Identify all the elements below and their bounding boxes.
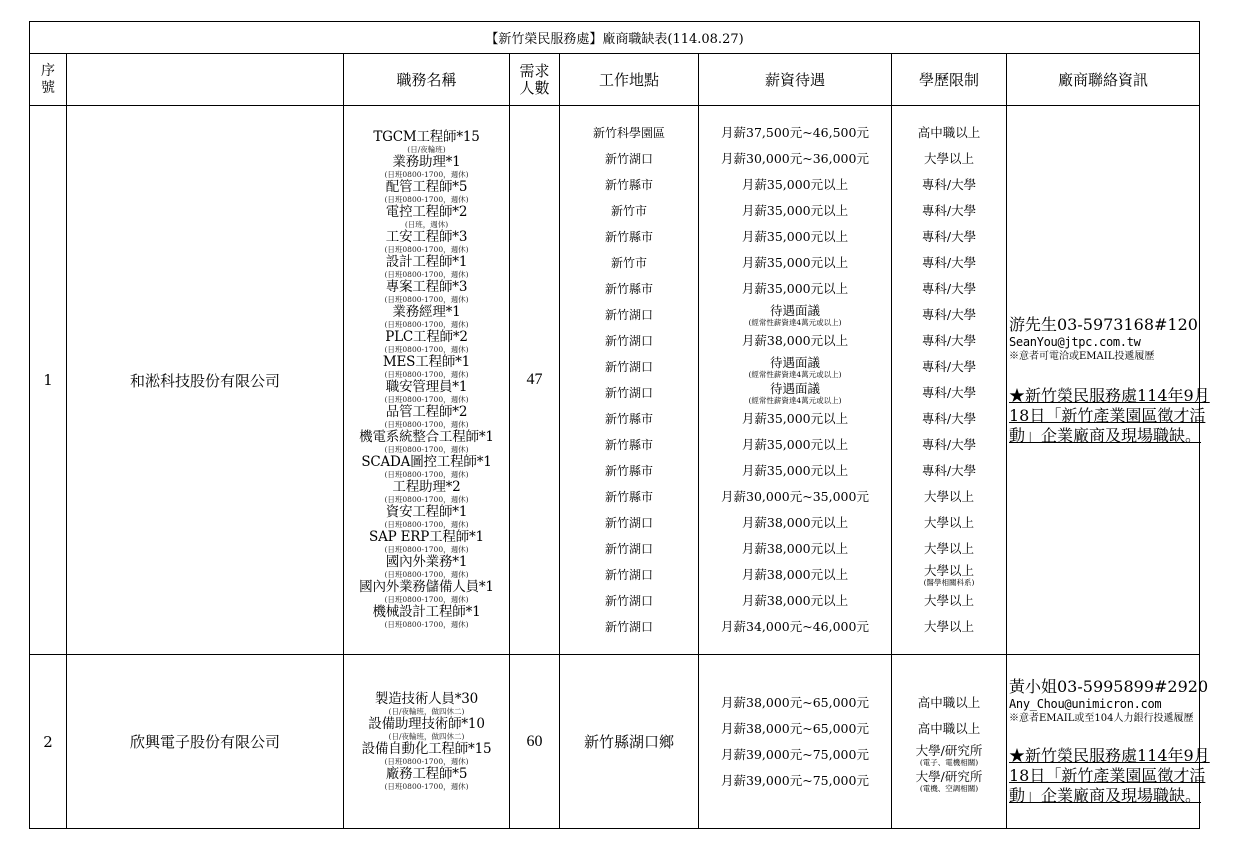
job-shift: (日班0800-1700，週休) [384, 245, 469, 254]
location-item: 新竹湖口 [604, 360, 653, 374]
salary-list [699, 655, 892, 829]
salary-item: 月薪35,000元以上 [741, 229, 849, 244]
education-note: (電機、空調相關) [919, 783, 979, 793]
job-title: 資安工程師*1 [385, 504, 468, 520]
location-item: 新竹湖口 [604, 568, 653, 582]
job-item [384, 230, 468, 255]
salary-item: 月薪34,000元~46,000元 [721, 619, 869, 634]
education-item: 專科/大學 [921, 359, 977, 374]
job-shift: (日班0800-1700，週休) [384, 395, 469, 404]
salary-item: 月薪35,000元以上 [741, 463, 849, 478]
job-shift: (日班0800-1700，週休) [384, 170, 469, 179]
job-item [372, 605, 480, 630]
job-title: 國內外業務儲備人員*1 [359, 579, 494, 595]
job-shift: (日/夜輪班) [407, 145, 446, 154]
education-list [892, 106, 1007, 655]
job-title: 配管工程師*5 [385, 179, 468, 195]
salary-item: 月薪38,000元以上 [741, 333, 849, 348]
job-shift: (日班0800-1700，週休) [384, 570, 469, 579]
job-list [344, 106, 510, 655]
job-title: 機械設計工程師*1 [372, 604, 481, 620]
job-item [384, 280, 468, 305]
education-item: 大學以上 [923, 541, 974, 556]
headcount: 60 [510, 655, 560, 829]
location-item: 新竹縣市 [604, 438, 653, 452]
salary-item: 月薪35,000元以上 [741, 281, 849, 296]
salary-item: 月薪30,000元~36,000元 [721, 151, 869, 166]
education-item: 專科/大學 [921, 463, 977, 478]
job-title: PLC工程師*2 [385, 329, 468, 345]
salary-item [748, 380, 841, 406]
job-shift: (日班0800-1700，週休) [384, 295, 469, 304]
job-title: 電控工程師*2 [385, 204, 468, 220]
job-title: TGCM工程師*15 [373, 129, 480, 145]
header-location: 工作地點 [560, 54, 699, 106]
job-item [384, 555, 468, 580]
job-shift: (日班0800-1700，週休) [384, 420, 469, 429]
job-shift: (日班0800-1700，週休) [384, 495, 469, 504]
salary-item: 月薪35,000元以上 [741, 177, 849, 192]
job-item [373, 130, 479, 155]
education-item: 大學以上 [923, 489, 974, 504]
education-item: 專科/大學 [921, 177, 977, 192]
headcount: 47 [510, 106, 560, 655]
location-item: 新竹湖口 [604, 308, 653, 322]
education-item: 專科/大學 [921, 229, 977, 244]
job-item [384, 767, 468, 792]
job-shift: (日班，週休) [404, 220, 449, 229]
education-item [924, 562, 975, 588]
salary-item: 月薪39,000元~75,000元 [721, 746, 869, 762]
job-item [359, 430, 494, 455]
job-title: 製造技術人員*30 [374, 690, 479, 707]
salary-note: (經常性薪資達4萬元或以上) [748, 318, 842, 327]
header-education: 學歷限制 [892, 54, 1007, 106]
job-title: 設計工程師*1 [385, 254, 468, 270]
education-item: 高中職以上 [917, 720, 981, 736]
job-shift: (日班0800-1700，週休) [384, 370, 469, 379]
job-shift: (日班0800-1700，週休) [384, 756, 469, 766]
row-seq: 1 [30, 106, 67, 655]
education-item: 專科/大學 [921, 281, 977, 296]
contact-note: ※意者可電洽或EMAIL投遞履歷 [1009, 350, 1155, 362]
contact-email[interactable]: SeanYou@jtpc.com.tw [1009, 334, 1141, 349]
location-item: 新竹湖口 [604, 542, 653, 556]
job-title: 設備助理技術師*10 [368, 715, 485, 732]
salary-text: 待遇面議 [769, 355, 820, 370]
education-item: 專科/大學 [921, 203, 977, 218]
location-item: 新竹縣市 [604, 230, 653, 244]
salary-item: 月薪38,000元以上 [741, 515, 849, 530]
education-item: 大學以上 [923, 619, 974, 634]
contact-name-phone: 游先生03-5973168#120 [1009, 314, 1198, 334]
location-list [560, 106, 699, 655]
job-title: MES工程師*1 [382, 354, 471, 370]
job-item [383, 355, 470, 380]
salary-item: 月薪35,000元以上 [741, 203, 849, 218]
location-item: 新竹科學園區 [592, 126, 665, 140]
job-shift: (日班0800-1700，週休) [384, 545, 469, 554]
header-seq: 序 號 [30, 54, 67, 106]
salary-item: 月薪38,000元以上 [741, 541, 849, 556]
education-item: 高中職以上 [917, 125, 981, 140]
location-item: 新竹縣市 [604, 464, 653, 478]
location-item: 新竹湖口 [604, 594, 653, 608]
job-item [384, 305, 468, 330]
event-link[interactable]: ★新竹榮民服務處114年9月18日「新竹產業園區徵才活動」企業廠商及現場職缺。 [1009, 746, 1210, 805]
job-shift: (日班0800-1700，週休) [384, 445, 469, 454]
job-shift: (日班0800-1700，週休) [384, 470, 469, 479]
job-title: 工程助理*2 [392, 479, 461, 495]
row-seq: 2 [30, 655, 67, 829]
salary-item: 月薪35,000元以上 [741, 437, 849, 452]
header-need: 需求 人數 [510, 54, 560, 106]
salary-item: 月薪35,000元以上 [741, 411, 849, 426]
job-shift: (日班0800-1700，週休) [384, 270, 469, 279]
job-item [369, 530, 484, 555]
education-item: 專科/大學 [921, 437, 977, 452]
job-item [384, 255, 468, 280]
company-name: 欣興電子股份有限公司 [67, 655, 344, 829]
job-title: 品管工程師*2 [385, 404, 468, 420]
education-item: 專科/大學 [921, 307, 977, 322]
job-shift: (日班0800-1700，週休) [384, 520, 469, 529]
job-item [384, 155, 468, 180]
education-note: (醫學相關科系) [923, 578, 975, 587]
location-item: 新竹湖口 [604, 152, 653, 166]
location-item: 新竹市 [610, 204, 647, 218]
education-item: 專科/大學 [921, 255, 977, 270]
job-shift: (日班0800-1700，週休) [384, 620, 469, 629]
job-list [344, 655, 510, 829]
header-salary: 薪資待遇 [699, 54, 892, 106]
table-row [30, 655, 1200, 829]
event-link[interactable]: ★新竹榮民服務處114年9月18日「新竹產業園區徵才活動」企業廠商及現場職缺。 [1009, 385, 1210, 445]
job-item [386, 205, 467, 230]
job-item [368, 717, 484, 742]
salary-item: 月薪37,500元~46,500元 [721, 125, 869, 140]
location-item: 新竹縣市 [604, 412, 653, 426]
salary-item: 月薪39,000元~75,000元 [721, 772, 869, 788]
job-title: 國內外業務*1 [385, 554, 468, 570]
location-item: 新竹湖口 [604, 334, 653, 348]
education-item [916, 742, 983, 768]
job-item [384, 180, 468, 205]
job-item [384, 380, 468, 405]
job-item [384, 330, 468, 355]
education-item: 大學以上 [923, 151, 974, 166]
job-shift: (日班0800-1700，週休) [384, 595, 469, 604]
salary-note: (經常性薪資達4萬元或以上) [748, 396, 842, 405]
job-shift: (日班0800-1700，週休) [384, 345, 469, 354]
education-list [892, 655, 1007, 829]
education-item: 專科/大學 [921, 333, 977, 348]
salary-item: 月薪38,000元~65,000元 [721, 720, 869, 736]
education-item: 專科/大學 [921, 385, 977, 400]
job-title: 設備自動化工程師*15 [361, 740, 492, 757]
job-item [384, 480, 468, 505]
job-item [362, 742, 492, 767]
location: 新竹縣湖口鄉 [560, 655, 699, 829]
salary-text: 待遇面議 [769, 303, 820, 318]
location-item: 新竹湖口 [604, 516, 653, 530]
job-title: 業務助理*1 [392, 154, 461, 170]
job-title: 業務經理*1 [392, 304, 461, 320]
location-item: 新竹市 [610, 256, 647, 270]
salary-item: 月薪38,000元以上 [741, 567, 849, 582]
job-shift: (日/夜輪班，做四休二) [388, 706, 465, 716]
job-title: 專案工程師*3 [385, 279, 468, 295]
job-title: 工安工程師*3 [385, 229, 468, 245]
education-item: 高中職以上 [917, 694, 981, 710]
job-title: SCADA圖控工程師*1 [361, 454, 492, 470]
contact-email[interactable]: Any_Chou@unimicron.com [1009, 697, 1162, 711]
table-row [30, 106, 1200, 655]
salary-list [699, 106, 892, 655]
header-company [67, 54, 344, 106]
contact-info [1007, 655, 1210, 829]
location-item: 新竹湖口 [604, 620, 653, 634]
job-title: 機電系統整合工程師*1 [359, 429, 494, 445]
salary-text: 待遇面議 [769, 381, 820, 396]
job-title: 廠務工程師*5 [385, 765, 468, 782]
location-item: 新竹縣市 [604, 178, 653, 192]
education-text: 大學/研究所 [915, 742, 983, 758]
salary-note: (經常性薪資達4萬元或以上) [748, 370, 842, 379]
job-shift: (日/夜輪班，做四休二) [388, 731, 465, 741]
education-item [916, 768, 983, 794]
job-title: 職安管理員*1 [385, 379, 468, 395]
salary-item: 月薪38,000元以上 [741, 593, 849, 608]
job-shift: (日班0800-1700，週休) [384, 320, 469, 329]
location-item: 新竹縣市 [604, 282, 653, 296]
salary-item [748, 354, 841, 380]
job-shift: (日班0800-1700，週休) [384, 195, 469, 204]
job-item [361, 455, 491, 480]
contact-name-phone: 黃小姐03-5995899#2920 [1009, 677, 1209, 696]
job-item [375, 692, 478, 717]
education-item: 專科/大學 [921, 411, 977, 426]
education-text: 大學以上 [923, 563, 974, 578]
salary-item [748, 302, 841, 328]
table-title: 【新竹榮民服務處】廠商職缺表(114.08.27) [30, 22, 1200, 54]
education-note: (電子、電機相關) [919, 757, 979, 767]
location-item: 新竹縣市 [604, 490, 653, 504]
company-name: 和淞科技股份有限公司 [67, 106, 344, 655]
header-row [30, 54, 1200, 106]
header-contact: 廠商聯絡資訊 [1007, 54, 1200, 106]
contact-note: ※意者EMAIL或至104人力銀行投遞履歷 [1009, 713, 1194, 724]
job-item [359, 580, 494, 605]
education-text: 大學/研究所 [915, 768, 983, 784]
education-item: 大學以上 [923, 515, 974, 530]
job-item [384, 505, 468, 530]
job-title: SAP ERP工程師*1 [369, 529, 484, 545]
salary-item: 月薪38,000元~65,000元 [721, 694, 869, 710]
location-item: 新竹湖口 [604, 386, 653, 400]
job-shift: (日班0800-1700，週休) [384, 781, 469, 791]
job-item [384, 405, 468, 430]
salary-item: 月薪30,000元~35,000元 [721, 489, 869, 504]
education-item: 大學以上 [923, 593, 974, 608]
vacancy-table [29, 21, 1210, 829]
salary-item: 月薪35,000元以上 [741, 255, 849, 270]
contact-info [1007, 106, 1210, 655]
header-job: 職務名稱 [344, 54, 510, 106]
